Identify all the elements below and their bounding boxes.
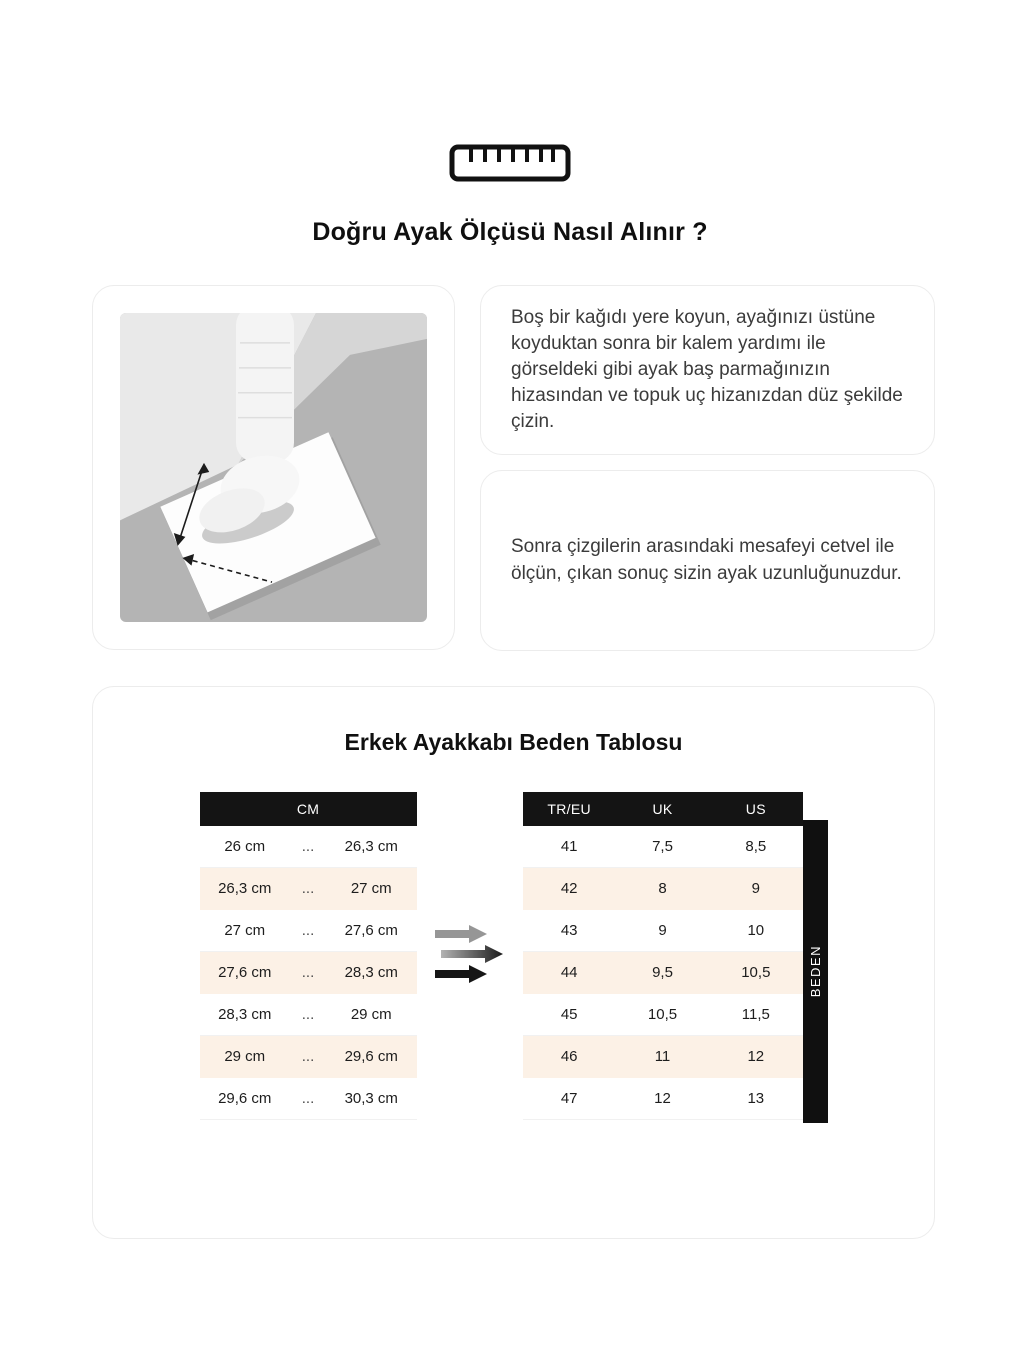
size-table-header-cell: US [745,801,766,817]
size-value: 8 [658,880,667,897]
size-value: 10,5 [647,1006,678,1023]
cm-table [200,792,417,1120]
cm-value: 29,6 cm [344,1048,398,1065]
beden-side-label: BEDEN [807,945,823,998]
size-value: 45 [560,1006,578,1023]
size-table-row [523,1036,803,1078]
cm-value: 26,3 cm [218,880,272,897]
size-value: 10 [747,922,765,939]
instruction-card-step2 [480,470,935,651]
range-separator: ... [301,1090,315,1107]
range-separator: ... [301,964,315,981]
size-value: 42 [560,880,578,897]
cm-table-row [200,1036,417,1078]
cm-table-row [200,868,417,910]
size-value: 9,5 [652,964,673,981]
range-separator: ... [301,838,315,855]
size-value: 11,5 [741,1006,770,1023]
cm-table-row [200,826,417,868]
size-value: 10,5 [741,964,771,981]
cm-table-row [200,910,417,952]
cm-value: 29 cm [224,1048,266,1065]
cm-value: 26,3 cm [344,838,398,855]
size-table-row [523,868,803,910]
measurement-photo-card [92,285,455,650]
cm-value: 28,3 cm [218,1006,272,1023]
foot-measurement-photo [120,313,427,622]
range-separator: ... [301,1006,315,1023]
size-chart-tables [93,792,934,1123]
range-separator: ... [301,880,315,897]
range-separator: ... [301,1048,315,1065]
size-table-row [523,910,803,952]
cm-value: 27 cm [350,880,392,897]
size-value: 44 [560,964,578,981]
cm-value: 27,6 cm [218,964,272,981]
size-table-head [523,792,803,826]
size-table-row [523,952,803,994]
cm-value: 29 cm [350,1006,392,1023]
cm-table-row [200,994,417,1036]
size-table-row [523,1078,803,1120]
conversion-arrows-icon [435,922,507,993]
size-value: 13 [747,1090,765,1107]
cm-table-row [200,1078,417,1120]
cm-table-header-cell: CM [296,801,320,817]
cm-table-header [200,792,417,826]
size-table-row [523,994,803,1036]
size-table [523,792,803,1120]
size-value: 9 [751,880,760,897]
size-value: 12 [747,1048,765,1065]
size-value: 8,5 [745,838,767,855]
cm-table-body [200,826,417,1120]
size-value: 47 [560,1090,578,1107]
range-separator: ... [301,922,315,939]
ruler-icon [0,144,1020,182]
size-value: 43 [560,922,578,939]
instruction-card-step1 [480,285,935,455]
size-value: 41 [560,838,578,855]
size-table-body [523,826,803,1120]
size-value: 11 [654,1048,671,1065]
size-chart-card [92,686,935,1239]
size-value: 9 [658,922,667,939]
size-value: 7,5 [652,838,673,855]
cm-table-row [200,952,417,994]
cm-value: 26 cm [224,838,266,855]
size-table-group [523,792,828,1123]
size-value: 46 [560,1048,578,1065]
size-table-header-cell: UK [652,801,673,817]
cm-value: 28,3 cm [344,964,398,981]
cm-value: 30,3 cm [344,1090,398,1107]
beden-side-bar [803,820,828,1123]
size-table-header-cell: TR/EU [547,801,591,817]
size-chart-title: Erkek Ayakkabı Beden Tablosu [344,729,683,755]
cm-value: 27,6 cm [344,922,398,939]
page-title: Doğru Ayak Ölçüsü Nasıl Alınır ? [312,218,708,246]
instruction-step2-text: Sonra çizgilerin arasındaki mesafeyi cetvel ile ölçün, çıkan sonuç sizin ayak uzunluğunuzdur. [511,536,902,584]
cm-value: 27 cm [224,922,266,939]
instruction-step1-text: Boş bir kağıdı yere koyun, ayağınızı üstüne koyduktan sonra bir kalem yardımı ile görseldeki gibi ayak baş parmağınızın hizasından ve topuk uç hizanızdan düz şekilde çizin. [511,306,903,433]
size-table-row [523,826,803,868]
cm-value: 29,6 cm [218,1090,272,1107]
size-value: 12 [654,1090,671,1107]
